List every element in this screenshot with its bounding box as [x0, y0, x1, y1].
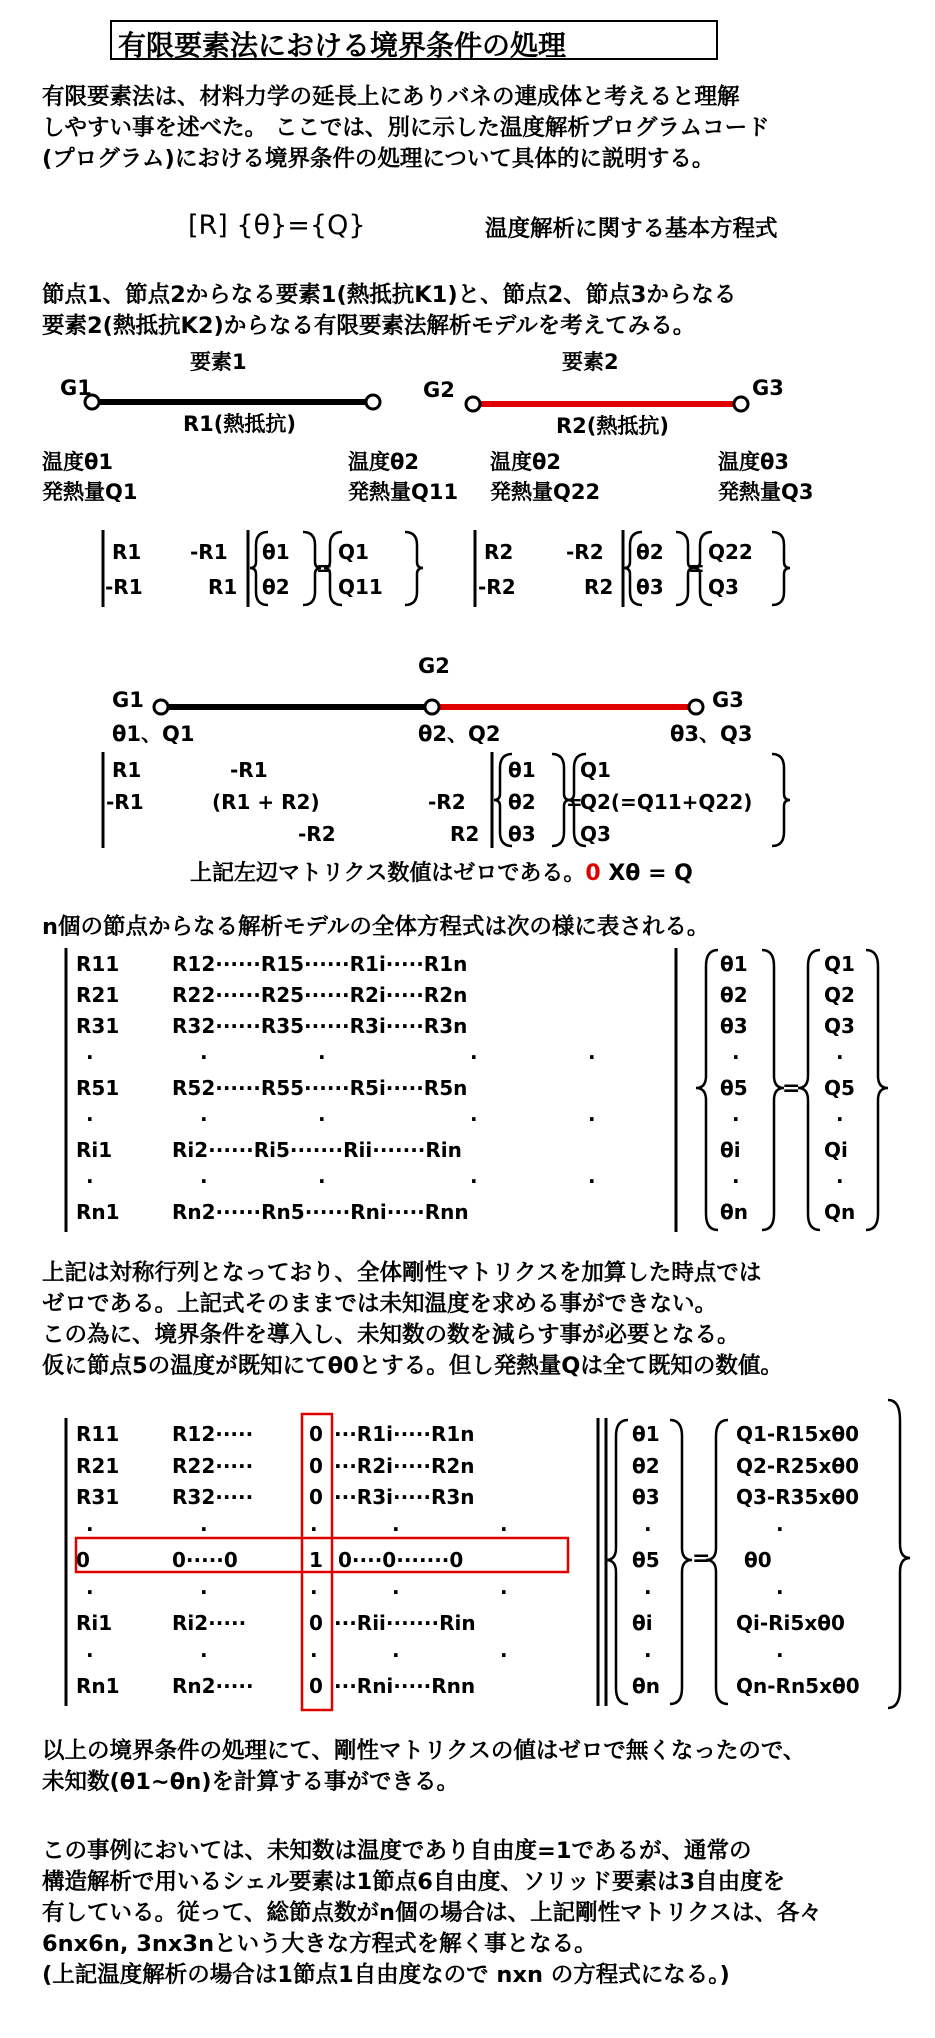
bc-row-6-dot-2: · — [310, 1579, 318, 1604]
intro-line-1: 有限要素法は、材料力学の延長上にありバネの連成体と考えると理解 — [42, 84, 740, 110]
element1-left-temp: 温度θ1 — [42, 450, 114, 474]
bc-row-2-left: R22····· — [172, 1453, 254, 1478]
global-q-6: · — [836, 1107, 844, 1131]
conclusion-line-4: 6nx6n, 3nx3nという大きな方程式を解く事となる。 — [42, 1931, 597, 1957]
element1-right-temp: 温度θ2 — [348, 450, 420, 474]
bc-row-4-dot-3: · — [392, 1516, 400, 1541]
bc-q-7: Qi-Ri5xθ0 — [736, 1611, 845, 1635]
node-g2-label: G2 — [423, 378, 455, 402]
asm-r3c2: -R2 — [298, 822, 336, 846]
bc-row-2-first: R21 — [76, 1453, 120, 1478]
bc-q-1: Q1-R15xθ0 — [736, 1422, 860, 1446]
e1-m12: -R1 — [190, 540, 228, 564]
asm-theta3: θ3 — [508, 822, 536, 846]
bc-row-1-right: ···R1i·····R1n — [334, 1422, 475, 1446]
global-row-4-first: · — [86, 1045, 94, 1069]
global-theta-7: θi — [720, 1138, 741, 1162]
e2-m21: -R2 — [478, 575, 516, 599]
bc-row-6-dot-3: · — [392, 1579, 400, 1604]
explanation-line-3: この為に、境界条件を導入し、未知数の数を減らす事が必要となる。 — [42, 1322, 740, 1348]
asm-theta1: θ1 — [508, 758, 536, 782]
intro-line-3: (プログラム)における境界条件の処理について具体的に説明する。 — [42, 146, 715, 172]
global-theta-2: θ2 — [720, 983, 748, 1007]
e2-q1: Q22 — [708, 540, 753, 564]
bc-row-4-dot-4: · — [500, 1516, 508, 1541]
e1-m11: R1 — [112, 540, 142, 564]
global-q-5: Q5 — [824, 1076, 855, 1100]
conclusion-line-2: 構造解析で用いるシェル要素は1節点6自由度、ソリッド要素は3自由度を — [42, 1869, 786, 1895]
global-row-8-dot-2: · — [318, 1169, 326, 1193]
bc-row-9-left: Rn2····· — [172, 1674, 254, 1698]
global-row-1-rest: R12······R15······R1i·····R1n — [172, 952, 468, 976]
global-q-7: Qi — [824, 1138, 848, 1162]
e2-equals: = — [688, 556, 705, 580]
asm-q3: Q3 — [580, 822, 611, 846]
global-row-6-dot-3: · — [470, 1107, 478, 1131]
e1-m22: R1 — [208, 575, 238, 599]
e1-theta2: θ2 — [262, 575, 290, 599]
global-row-6-dot-1: · — [200, 1107, 208, 1131]
global-theta-5: θ5 — [720, 1076, 748, 1100]
bc-row-8-first: · — [86, 1642, 94, 1667]
element1-heading: 要素1 — [190, 350, 247, 374]
global-row-7-first: Ri1 — [76, 1138, 113, 1162]
e2-q2: Q3 — [708, 575, 739, 599]
global-intro: n個の節点からなる解析モデルの全体方程式は次の様に表される。 — [42, 914, 710, 940]
bc-theta-5: θ5 — [632, 1548, 660, 1572]
asm-r1c1: R1 — [112, 758, 142, 782]
element1-right-heat: 発熱量Q11 — [348, 480, 459, 504]
element2-resistance: R2(熱抵抗) — [556, 414, 669, 438]
assembled-note-eq: Xθ = Q — [608, 861, 693, 886]
bc-row-7-left: Ri2····· — [172, 1611, 247, 1635]
global-row-4-dot-3: · — [470, 1045, 478, 1069]
assembled-note-zero: 0 — [585, 861, 601, 886]
assembled-g2-circle — [425, 700, 439, 714]
global-q-3: Q3 — [824, 1014, 855, 1038]
after-bc-line-1: 以上の境界条件の処理にて、剛性マトリクスの値はゼロで無くなったので、 — [42, 1738, 806, 1764]
asm-r1c2: -R1 — [230, 758, 268, 782]
bc-row-6-dot-4: · — [500, 1579, 508, 1604]
global-row-8-dot-1: · — [200, 1169, 208, 1193]
bc-row-8-dot-1: · — [200, 1642, 208, 1667]
assembled-note-text: 上記左辺マトリクス数値はゼロである。 — [190, 861, 586, 886]
bc-row-4-dot-2: · — [310, 1516, 318, 1541]
assembled-g1-circle — [154, 700, 168, 714]
explanation-line-2: ゼロである。上記式そのままでは未知温度を求める事ができない。 — [42, 1291, 718, 1317]
bc-equals: = — [692, 1546, 711, 1571]
node-g3-circle — [734, 397, 748, 411]
bc-row-2-col5: 0 — [309, 1453, 323, 1478]
e1-q-right-brace — [405, 532, 423, 605]
global-theta-1: θ1 — [720, 952, 748, 976]
global-row-2-rest: R22······R25······R2i·····R2n — [172, 983, 468, 1007]
global-row-9-first: Rn1 — [76, 1200, 120, 1224]
assembled-label-3: θ3、Q3 — [670, 722, 753, 746]
intro-line-2: しやすい事を述べた。 ここでは、別に示した温度解析プログラムコード — [42, 115, 770, 141]
conclusion-line-5: (上記温度解析の場合は1節点1自由度なので nxn の方程式になる。) — [42, 1962, 730, 1988]
bc-theta-1: θ1 — [632, 1422, 660, 1446]
basic-equation-caption: 温度解析に関する基本方程式 — [485, 216, 778, 242]
global-theta-right-brace — [762, 950, 784, 1230]
bc-row-7-first: Ri1 — [76, 1611, 113, 1635]
global-q-8: · — [836, 1169, 844, 1193]
bc-row-7-col5: 0 — [309, 1611, 323, 1635]
asm-r2c2: (R1 + R2) — [212, 790, 320, 814]
global-q-left-brace — [798, 950, 820, 1230]
bc-q-right-brace — [888, 1400, 910, 1708]
e2-q-right-brace — [772, 532, 790, 605]
bc-row-6-dot-1: · — [200, 1579, 208, 1604]
global-row-8-first: · — [86, 1169, 94, 1193]
bc-row-5-first: 0 — [76, 1548, 90, 1572]
model-intro-line-2: 要素2(熱抵抗K2)からなる有限要素法解析モデルを考えてみる。 — [42, 313, 696, 339]
bc-q-8: · — [776, 1642, 784, 1667]
asm-equals: = — [566, 790, 583, 814]
bc-row-4-dot-1: · — [200, 1516, 208, 1541]
assembled-g1-label: G1 — [112, 688, 144, 712]
e1-m21: -R1 — [105, 575, 143, 599]
basic-equation: [R] {θ}={Q} — [188, 210, 366, 241]
bc-row-1-left: R12····· — [172, 1422, 254, 1446]
bc-row-2-right: ···R2i·····R2n — [334, 1453, 475, 1478]
bc-row-8-dot-2: · — [310, 1642, 318, 1667]
bc-q-2: Q2-R25xθ0 — [736, 1453, 860, 1478]
global-row-3-first: R31 — [76, 1014, 120, 1038]
e2-theta1: θ2 — [636, 540, 664, 564]
global-q-9: Qn — [824, 1200, 856, 1224]
bc-row-4-first: · — [86, 1516, 94, 1541]
global-row-6-first: · — [86, 1107, 94, 1131]
global-row-4-dot-4: · — [588, 1045, 596, 1069]
global-row-6-dot-2: · — [318, 1107, 326, 1131]
element1-resistance: R1(熱抵抗) — [183, 412, 296, 436]
global-row-8-dot-3: · — [470, 1169, 478, 1193]
bc-row-9-right: ···Rni·····Rnn — [334, 1674, 476, 1698]
explanation-line-1: 上記は対称行列となっており、全体剛性マトリクスを加算した時点では — [42, 1260, 762, 1286]
global-row-3-rest: R32······R35······R3i·····R3n — [172, 1014, 468, 1038]
global-row-9-rest: Rn2······Rn5······Rni·····Rnn — [172, 1200, 469, 1224]
global-row-5-first: R51 — [76, 1076, 120, 1100]
assembled-label-2: θ2、Q2 — [418, 722, 501, 746]
bc-row-3-col5: 0 — [309, 1485, 323, 1509]
element2-left-heat: 発熱量Q22 — [490, 480, 601, 504]
bc-theta-4: · — [644, 1516, 652, 1541]
after-bc-line-2: 未知数(θ1~θn)を計算する事ができる。 — [42, 1769, 460, 1795]
asm-r2c1: -R1 — [106, 790, 144, 814]
bc-q-5: θ0 — [744, 1548, 772, 1572]
node-g1-label: G1 — [60, 376, 92, 400]
global-row-1-first: R11 — [76, 952, 120, 976]
bc-theta-7: θi — [632, 1611, 653, 1635]
bc-row-1-first: R11 — [76, 1422, 120, 1446]
model-intro-line-1: 節点1、節点2からなる要素1(熱抵抗K1)と、節点2、節点3からなる — [42, 282, 737, 308]
bc-row-8-dot-4: · — [500, 1642, 508, 1667]
asm-q-right-brace — [772, 754, 790, 846]
global-q-1: Q1 — [824, 952, 855, 976]
bc-theta-8: · — [644, 1642, 652, 1667]
asm-theta2: θ2 — [508, 790, 536, 814]
global-equals: = — [782, 1076, 801, 1101]
bc-row-5-right: 0····0·······0 — [338, 1548, 464, 1572]
global-theta-4: · — [732, 1045, 740, 1069]
bc-row-9-first: Rn1 — [76, 1674, 120, 1698]
global-theta-6: · — [732, 1107, 740, 1131]
e1-q1: Q1 — [338, 540, 369, 564]
assembled-note — [190, 856, 693, 887]
bc-row-3-left: R32····· — [172, 1485, 254, 1509]
global-theta-3: θ3 — [720, 1014, 748, 1038]
node-g3-label: G3 — [752, 376, 784, 400]
global-row-4-dot-2: · — [318, 1045, 326, 1069]
bc-q-4: · — [776, 1516, 784, 1541]
bc-theta-right-brace — [670, 1420, 692, 1704]
e2-m11: R2 — [484, 540, 514, 564]
bc-theta-left-brace — [606, 1420, 628, 1704]
global-theta-left-brace — [696, 950, 718, 1230]
e1-theta1: θ1 — [262, 540, 290, 564]
bc-theta-9: θn — [632, 1674, 660, 1698]
bc-row-8-dot-3: · — [392, 1642, 400, 1667]
e2-m12: -R2 — [566, 540, 604, 564]
element2-left-temp: 温度θ2 — [490, 450, 562, 474]
e1-equals: = — [316, 556, 333, 580]
bc-row-3-first: R31 — [76, 1485, 120, 1509]
e2-m22: R2 — [584, 575, 614, 599]
bc-q-3: Q3-R35xθ0 — [736, 1485, 860, 1509]
asm-q1: Q1 — [580, 758, 611, 782]
assembled-g3-label: G3 — [712, 688, 744, 712]
asm-r3c3: R2 — [450, 822, 480, 846]
global-row-5-rest: R52······R55······R5i·····R5n — [172, 1076, 468, 1100]
global-theta-9: θn — [720, 1200, 748, 1224]
global-row-8-dot-4: · — [588, 1169, 596, 1193]
bc-row-7-right: ···Rii·······Rin — [334, 1611, 476, 1635]
global-row-6-dot-4: · — [588, 1107, 596, 1131]
global-row-7-rest: Ri2······Ri5·······Rii·······Rin — [172, 1138, 462, 1162]
element2-heading: 要素2 — [562, 350, 619, 374]
bc-row-9-col5: 0 — [309, 1674, 323, 1698]
global-q-2: Q2 — [824, 983, 855, 1007]
element1-left-heat: 発熱量Q1 — [42, 480, 138, 504]
bc-theta-6: · — [644, 1579, 652, 1604]
explanation-line-4: 仮に節点5の温度が既知にてθ0とする。但し発熱量Qは全て既知の数値。 — [42, 1353, 783, 1379]
assembled-g3-circle — [689, 700, 703, 714]
conclusion-line-1: この事例においては、未知数は温度であり自由度=1であるが、通常の — [42, 1838, 752, 1864]
bc-row-3-right: ···R3i·····R3n — [334, 1485, 475, 1509]
element2-right-temp: 温度θ3 — [718, 450, 790, 474]
node-g2-circle-right — [366, 395, 380, 409]
global-q-right-brace — [866, 950, 888, 1230]
bc-theta-2: θ2 — [632, 1453, 660, 1478]
assembled-label-1: θ1、Q1 — [112, 722, 195, 746]
bc-row-1-col5: 0 — [309, 1422, 323, 1446]
bc-q-9: Qn-Rn5xθ0 — [736, 1674, 860, 1698]
global-row-2-first: R21 — [76, 983, 120, 1007]
e1-q2: Q11 — [338, 575, 383, 599]
global-theta-8: · — [732, 1169, 740, 1193]
assembled-g2-label: G2 — [418, 654, 450, 678]
bc-theta-3: θ3 — [632, 1485, 660, 1509]
asm-r2c3: -R2 — [428, 790, 466, 814]
global-row-4-dot-1: · — [200, 1045, 208, 1069]
bc-row-6-first: · — [86, 1579, 94, 1604]
element2-right-heat: 発熱量Q3 — [718, 480, 814, 504]
global-q-4: · — [836, 1045, 844, 1069]
e2-theta2: θ3 — [636, 575, 664, 599]
page-title: 有限要素法における境界条件の処理 — [118, 29, 567, 62]
bc-row-5-left: 0·····0 — [172, 1548, 238, 1572]
bc-row-5-col5: 1 — [309, 1548, 323, 1572]
node-g2-circle — [466, 397, 480, 411]
bc-q-6: · — [776, 1579, 784, 1604]
conclusion-line-3: 有している。従って、総節点数がn個の場合は、上記剛性マトリクスは、各々 — [42, 1900, 822, 1926]
asm-q2: Q2(=Q11+Q22) — [580, 790, 753, 814]
